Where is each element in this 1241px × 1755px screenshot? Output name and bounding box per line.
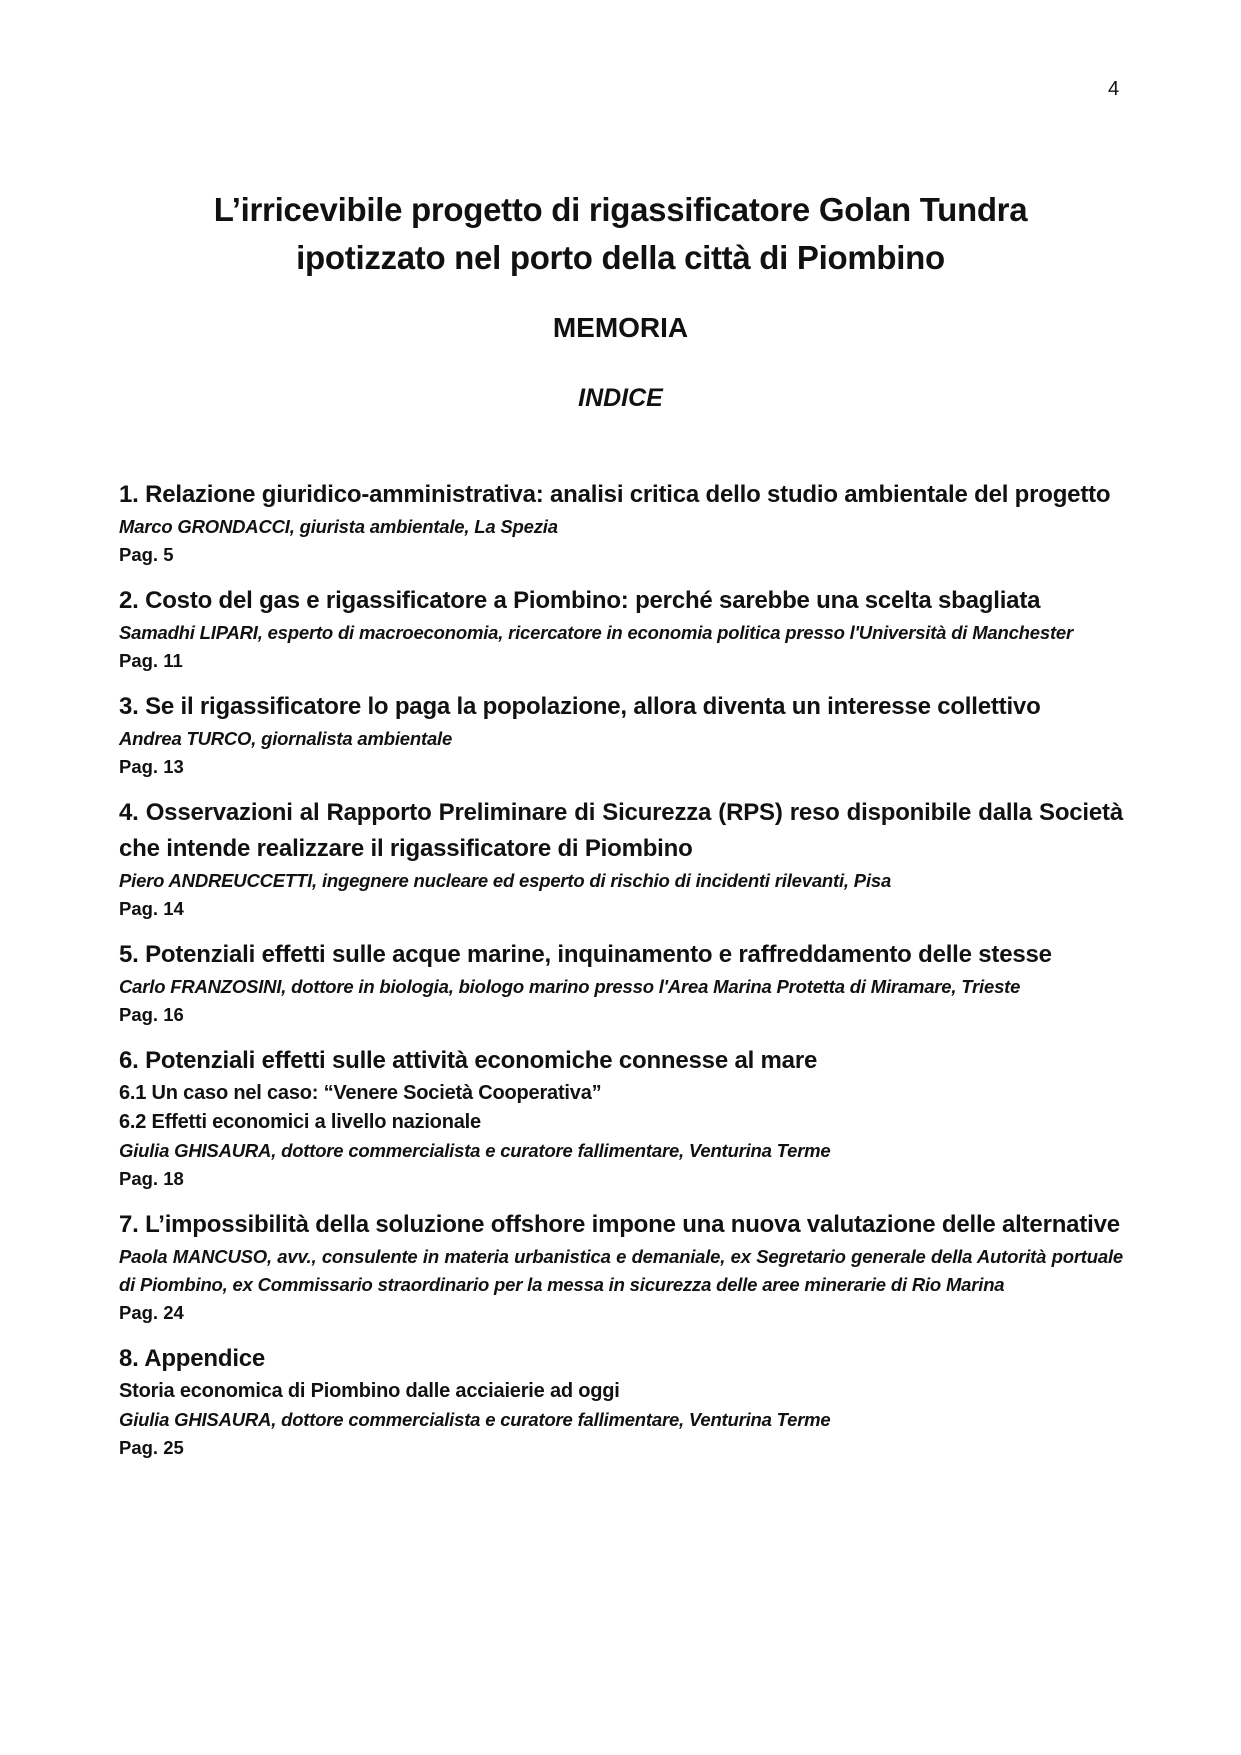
toc-entry-3 xyxy=(119,689,1123,781)
toc-entry-page: Pag. 5 xyxy=(119,544,174,565)
toc-entry-author: Giulia GHISAURA, dottore commercialista e curatore fallimentare, Venturina Terme xyxy=(119,1140,831,1161)
memoria-heading: MEMORIA xyxy=(552,312,689,343)
toc-entry-4 xyxy=(119,795,1123,923)
toc-entry-7 xyxy=(119,1207,1123,1327)
toc-entry-subsection: 6.1 Un caso nel caso: “Venere Società Cooperativa” xyxy=(119,1082,602,1104)
toc-entry-author: Andrea TURCO, giornalista ambientale xyxy=(119,728,453,749)
toc-entry-author: Samadhi LIPARI, esperto di macroeconomia, ricercatore in economia politica presso l'Università di Manchester xyxy=(119,622,1074,643)
toc-entry-2 xyxy=(119,583,1123,675)
indice-heading: INDICE xyxy=(578,384,663,412)
toc-entry-author: Marco GRONDACCI, giurista ambientale, La Spezia xyxy=(119,516,558,537)
toc-entry-title: 4. Osservazioni al Rapporto Preliminare di Sicurezza (RPS) reso disponibile dalla Società che intende realizzare il rigassificatore di Piombino xyxy=(119,799,1123,862)
toc-entry-title: 2. Costo del gas e rigassificatore a Piombino: perché sarebbe una scelta sbagliata xyxy=(119,587,1041,614)
toc-entry-page: Pag. 16 xyxy=(119,1004,184,1025)
toc-entry-5 xyxy=(119,937,1123,1029)
toc-entry-page: Pag. 24 xyxy=(119,1302,184,1323)
toc-entry-6 xyxy=(119,1043,1123,1193)
toc-entry-8 xyxy=(119,1341,1123,1462)
toc-entry-subsection: Storia economica di Piombino dalle acciaierie ad oggi xyxy=(119,1380,620,1402)
toc-entry-title: 6. Potenziali effetti sulle attività economiche connesse al mare xyxy=(119,1047,818,1074)
toc-entry-title: 7. L’impossibilità della soluzione offshore impone una nuova valutazione delle alternative xyxy=(119,1211,1120,1238)
page-number: 4 xyxy=(1108,78,1120,100)
toc-entry-page: Pag. 18 xyxy=(119,1168,184,1189)
toc-entry-page: Pag. 14 xyxy=(119,898,184,919)
document-title xyxy=(120,186,1121,282)
toc-entry-author: Carlo FRANZOSINI, dottore in biologia, biologo marino presso l'Area Marina Protetta di Miramare, Trieste xyxy=(119,976,1021,997)
toc-entry-author: Piero ANDREUCCETTI, ingegnere nucleare ed esperto di rischio di incidenti rilevanti, Pisa xyxy=(119,870,892,891)
toc-entry-title: 8. Appendice xyxy=(119,1345,266,1372)
toc-entry-1 xyxy=(119,477,1123,569)
title-line-1: L’irricevibile progetto di rigassificatore Golan Tundra xyxy=(213,191,1028,228)
toc-entry-title: 3. Se il rigassificatore lo paga la popolazione, allora diventa un interesse collettivo xyxy=(119,693,1041,720)
toc-entry-title: 1. Relazione giuridico-amministrativa: analisi critica dello studio ambientale del progetto xyxy=(119,481,1111,508)
toc-entry-subsection: 6.2 Effetti economici a livello nazionale xyxy=(119,1111,481,1133)
table-of-contents xyxy=(119,477,1123,1476)
toc-entry-author: Paola MANCUSO, avv., consulente in materia urbanistica e demaniale, ex Segretario generale della Autorità portuale di Piombino, ex Commissario straordinario per la messa in sicurezza delle aree minerarie di Rio Marina xyxy=(119,1246,1123,1295)
toc-entry-title: 5. Potenziali effetti sulle acque marine, inquinamento e raffreddamento delle stesse xyxy=(119,941,1052,968)
toc-entry-page: Pag. 25 xyxy=(119,1437,184,1458)
toc-entry-page: Pag. 11 xyxy=(119,650,183,671)
toc-entry-author: Giulia GHISAURA, dottore commercialista e curatore fallimentare, Venturina Terme xyxy=(119,1409,831,1430)
toc-entry-page: Pag. 13 xyxy=(119,756,184,777)
title-line-2: ipotizzato nel porto della città di Piombino xyxy=(296,239,945,276)
